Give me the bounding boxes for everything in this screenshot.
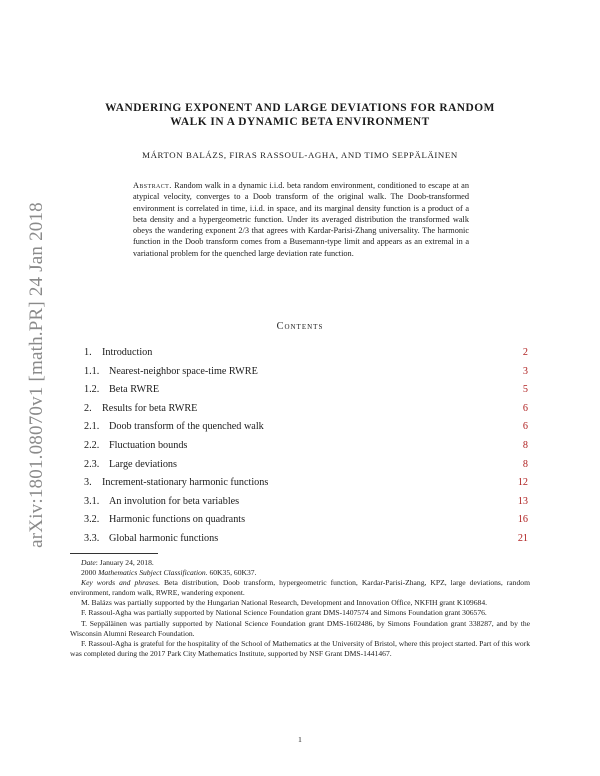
toc-section-number: 1. <box>84 347 92 358</box>
toc-section-number: 2.1. <box>84 421 100 433</box>
toc-section-title: Increment-stationary harmonic functions <box>102 477 269 489</box>
toc-section-title: An involution for beta variables <box>109 495 240 507</box>
footnote-divider <box>70 553 158 554</box>
toc-entry-title[interactable] <box>84 383 159 397</box>
toc-section-number: 1.2. <box>84 384 100 396</box>
toc-entry-title[interactable] <box>84 458 177 472</box>
msc-prefix: 2000 <box>81 568 99 578</box>
toc-section-number: 3.2. <box>84 514 100 526</box>
toc-entry[interactable] <box>84 420 528 438</box>
arxiv-sidebar <box>22 180 52 570</box>
msc-value: 60K35, 60K37. <box>207 568 257 578</box>
toc-section-number: 3. <box>84 477 92 489</box>
footnotes <box>70 558 530 659</box>
toc-page-link[interactable]: 13 <box>517 495 528 507</box>
date-value: : January 24, 2018. <box>95 558 154 567</box>
toc-section-title: Introduction <box>102 347 153 358</box>
toc-section-number: 2. <box>84 402 92 414</box>
toc-section-number: 2.2. <box>84 440 100 451</box>
paper-title <box>80 101 520 129</box>
toc-page-link[interactable]: 6 <box>522 402 528 414</box>
toc-section-title: Results for beta RWRE <box>102 402 198 414</box>
toc-entry-title[interactable] <box>84 420 264 434</box>
toc-entry[interactable] <box>84 513 528 531</box>
toc-entry[interactable] <box>84 458 528 476</box>
toc-section-title: Fluctuation bounds <box>109 440 188 451</box>
toc-entry[interactable] <box>84 532 528 550</box>
contents-heading: Contents <box>276 321 324 332</box>
toc-entry[interactable] <box>84 346 528 364</box>
arxiv-identifier: arXiv:1801.08070v1 [math.PR] 24 Jan 2018 <box>26 202 47 548</box>
toc-section-title: Doob transform of the quenched walk <box>109 421 264 433</box>
toc-page-link[interactable]: 12 <box>517 477 528 489</box>
toc-section-title: Beta RWRE <box>109 384 160 396</box>
toc-page-link[interactable]: 16 <box>517 514 528 526</box>
toc-section-title: Harmonic functions on quadrants <box>109 514 246 526</box>
footnote-msc <box>70 568 530 578</box>
toc-page-link[interactable]: 5 <box>522 384 528 396</box>
toc-entry[interactable] <box>84 383 528 401</box>
toc-section-title: Large deviations <box>109 458 177 470</box>
toc-entry[interactable] <box>84 439 528 457</box>
footnote-funding-rassoul-agha: F. Rassoul-Agha was partially supported by National Science Foundation grant DMS-1407574 and Simons Foundation grant 306576. <box>81 608 487 618</box>
toc-entry-title[interactable] <box>84 365 258 379</box>
abstract <box>133 180 469 259</box>
abstract-label: Abstract. <box>133 181 172 190</box>
toc-page-link[interactable]: 6 <box>522 421 528 433</box>
toc-section-number: 3.3. <box>84 533 100 544</box>
toc-entry[interactable] <box>84 365 528 383</box>
page-number: 1 <box>298 735 302 744</box>
footnote-date <box>70 558 530 568</box>
abstract-text: Random walk in a dynamic i.i.d. beta random environment, conditioned to escape at an atypical velocity, converges to a Doob transform of the original walk. The Doob-transformed environment is correlated in time, i.i.d. in space, and its marginal density function is a product of a beta density and a hypergeometric function. Under its averaged distribution the transformed walk obeys the wandering exponent 2/3 that agrees with Kardar-Parisi-Zhang universality. The harmonic function in the Doob transform comes from a Busemann-type limit and appears as an extremal in a variational problem for the quenched large deviation rate function. <box>133 181 469 258</box>
toc-page-link[interactable]: 8 <box>522 440 528 451</box>
toc-section-title: Global harmonic functions <box>109 533 219 544</box>
title-line-1: WANDERING EXPONENT AND LARGE DEVIATIONS FOR RANDOM <box>105 102 495 114</box>
toc-entry[interactable] <box>84 495 528 513</box>
toc-page-link[interactable]: 3 <box>522 365 528 377</box>
footnote-funding-balazs: M. Balázs was partially supported by the Hungarian National Research, Development and Innovation Office, NKFIH grant K109684. <box>81 598 488 608</box>
toc-page-link[interactable]: 21 <box>517 533 528 544</box>
msc-label: Mathematics Subject Classification. <box>98 568 208 578</box>
toc-entry-title[interactable] <box>84 402 197 416</box>
toc-section-number: 2.3. <box>84 458 100 470</box>
toc-section-number: 1.1. <box>84 365 100 377</box>
toc-entry-title[interactable] <box>84 513 245 527</box>
toc-entry-title[interactable] <box>84 476 268 490</box>
toc-entry-title[interactable] <box>84 346 152 360</box>
toc-entry-title[interactable] <box>84 532 218 546</box>
footnote-keywords <box>70 578 530 598</box>
date-label: Date <box>81 558 96 567</box>
keywords-label: Key words and phrases. <box>81 578 160 588</box>
toc-section-number: 3.1. <box>84 495 100 507</box>
title-line-2: WALK IN A DYNAMIC BETA ENVIRONMENT <box>170 116 430 128</box>
toc-section-title: Nearest-neighbor space-time RWRE <box>109 365 258 377</box>
author-list: MÁRTON BALÁZS, FIRAS RASSOUL-AGHA, AND TIMO SEPPÄLÄINEN <box>142 150 458 160</box>
toc-page-link[interactable]: 8 <box>522 458 528 470</box>
toc-entry-title[interactable] <box>84 495 239 509</box>
toc-entry[interactable] <box>84 476 528 494</box>
toc-entry[interactable] <box>84 402 528 420</box>
keywords-value: Beta distribution, Doob transform, hypergeometric function, Kardar-Parisi-Zhang, KPZ, large deviations, random environment, random walk, RWRE, wandering exponent. <box>70 578 530 598</box>
footnote-funding-seppalainen: T. Seppäläinen was partially supported by National Science Foundation grant DMS-1602486, by Simons Foundation grant 338287, and by the Wisconsin Alumni Research Foundation. <box>70 618 530 638</box>
toc-entry-title[interactable] <box>84 439 187 453</box>
toc-page-link[interactable]: 2 <box>522 347 528 358</box>
footnote-acknowledgement: F. Rassoul-Agha is grateful for the hospitality of the School of Mathematics at the University of Bristol, where this project started. Part of this work was completed during the 2017 Park City Mathematics Institute, supported by NSF Grant DMS-1441467. <box>70 638 530 658</box>
